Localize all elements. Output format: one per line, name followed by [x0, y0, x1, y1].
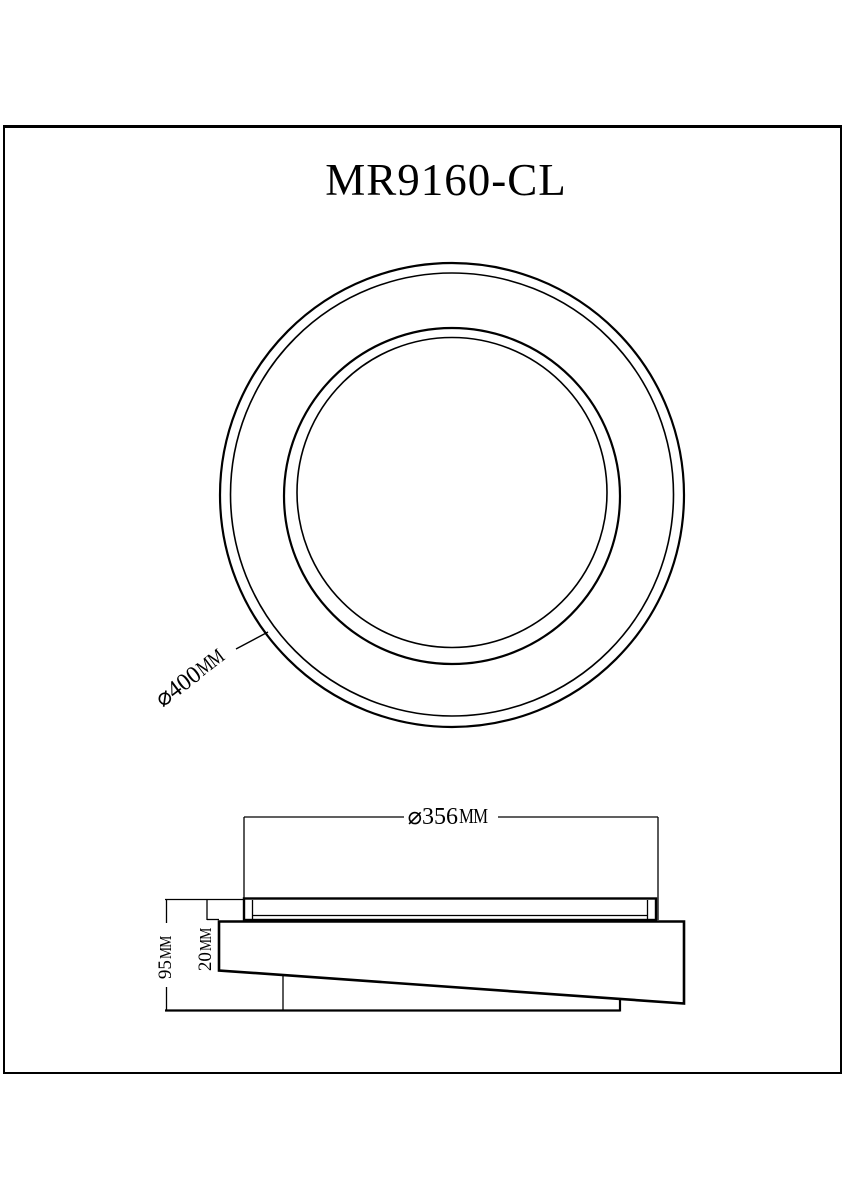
- diameter-400-leader-line: [236, 632, 268, 649]
- outer-rim-circle: [220, 263, 684, 727]
- dimension-label-rim-height: [196, 920, 216, 974]
- body-profile: [219, 922, 684, 1004]
- top-view: [220, 263, 684, 727]
- dimension-400-unit: MM: [191, 643, 229, 680]
- dimension-95-value: 95: [155, 960, 176, 980]
- inner-ring-inner-circle: [297, 338, 607, 648]
- dimension-356-value: ⌀356: [407, 804, 459, 830]
- dimension-356-unit: MM: [459, 804, 488, 828]
- dimension-95-unit: MM: [156, 936, 175, 960]
- inner-ring-circle: [284, 328, 620, 664]
- dimension-20-unit: MM: [196, 928, 215, 952]
- dimension-label-rim-diameter: [404, 803, 498, 830]
- dimension-20-value: 20: [195, 952, 216, 972]
- dimension-label-total-height: [156, 923, 176, 987]
- dimension-400-value: ⌀400: [150, 661, 207, 713]
- side-view: [165, 817, 684, 1012]
- drawing-title: MR9160-CL: [325, 155, 567, 205]
- rim-band: [244, 899, 656, 921]
